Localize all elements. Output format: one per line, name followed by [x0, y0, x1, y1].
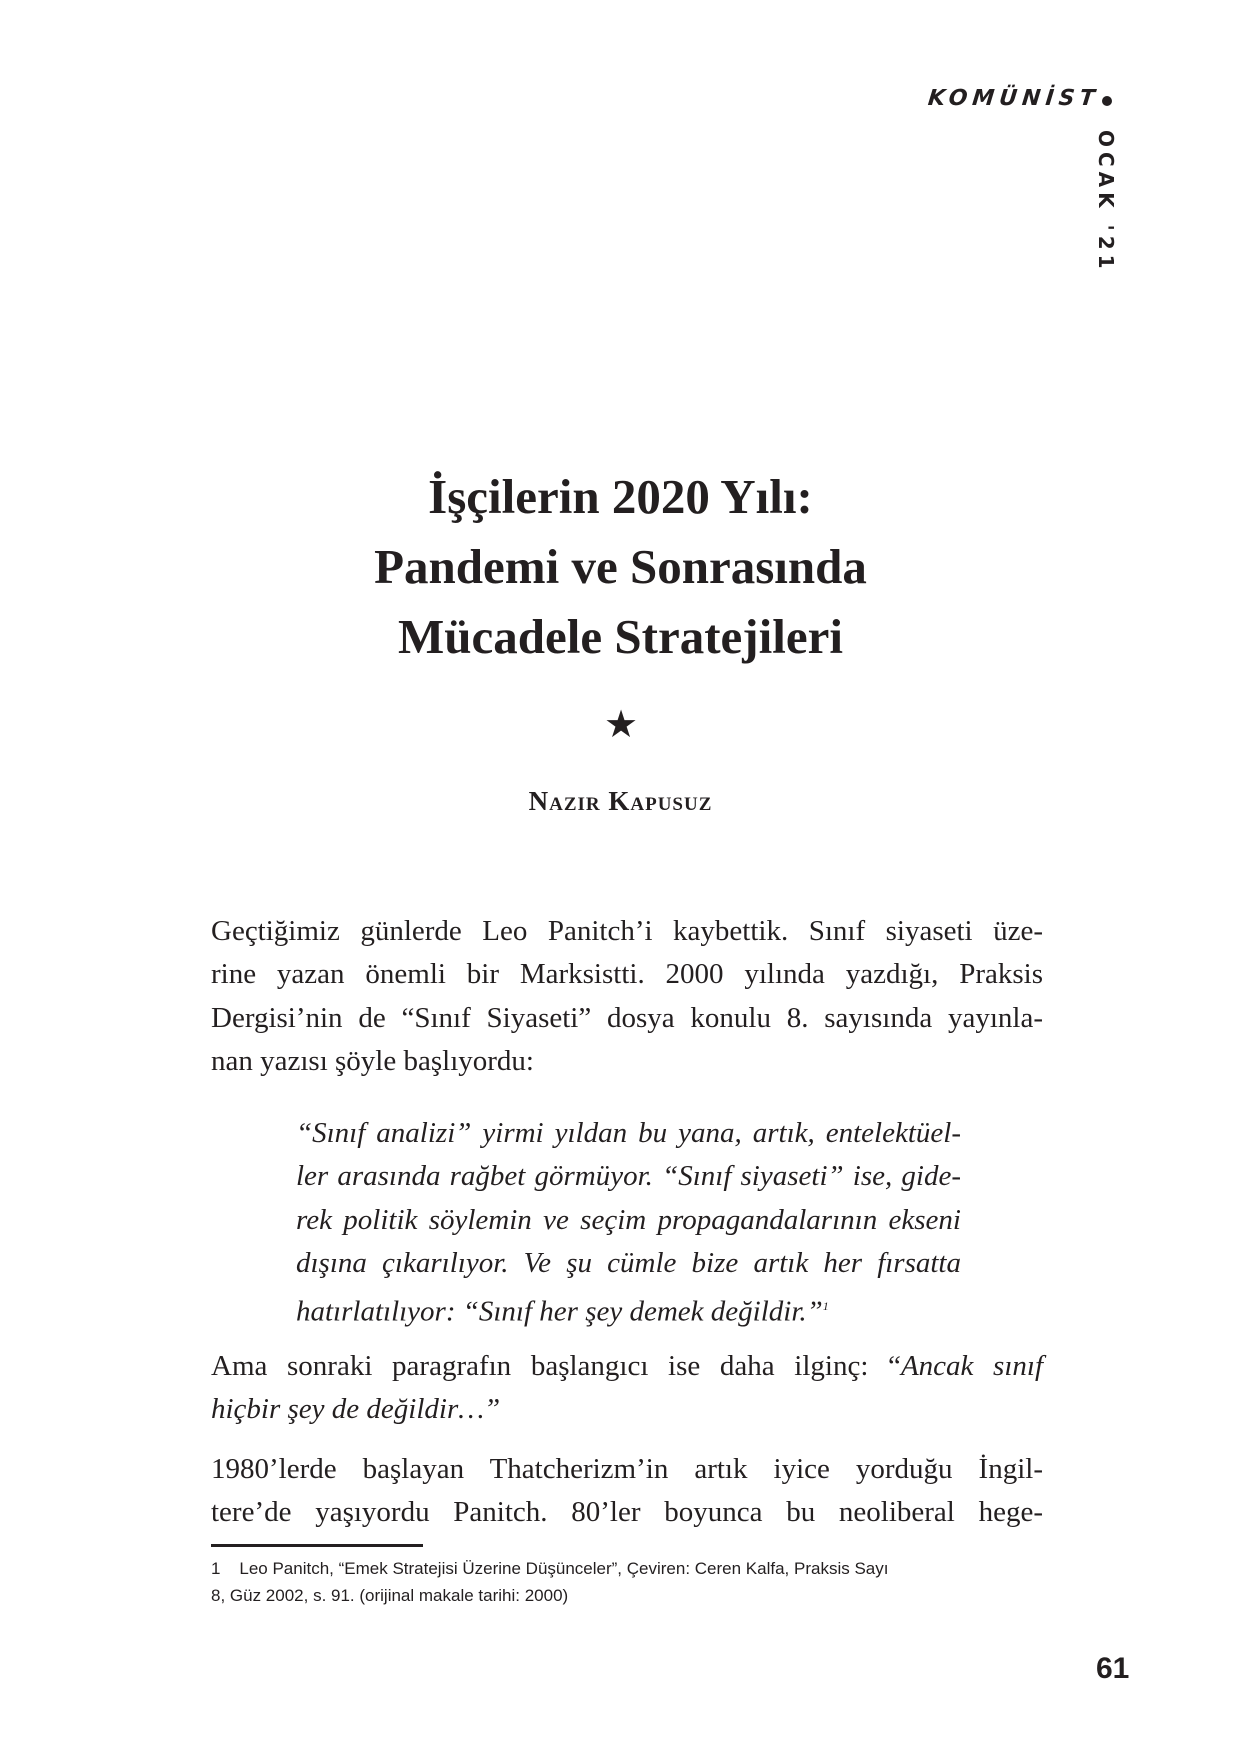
title-line: Mücadele Stratejileri — [398, 609, 843, 664]
quote-line: ler arasında rağbet görmüyor. “Sınıf siyaseti” ise, gide- — [296, 1160, 961, 1193]
quote-text: hatırlatılıyor: “Sınıf her şey demek değildir.” — [296, 1295, 823, 1328]
text-line: Geçtiğimiz günlerde Leo Panitch’i kaybettik. Sınıf siyaseti üze- — [211, 915, 1043, 947]
paragraph-2 — [211, 1345, 1043, 1432]
footnote-ref[interactable]: 1 — [822, 1299, 829, 1314]
issue-date: OCAK '21 — [1094, 130, 1118, 274]
text-line — [211, 1345, 1043, 1388]
block-quote — [296, 1112, 961, 1334]
footnote-text: Leo Panitch, “Emek Stratejisi Üzerine Düşünceler”, Çeviren: Ceren Kalfa, Praksis Sayı — [239, 1559, 889, 1578]
quote-line: “Sınıf analizi” yirmi yıldan bu yana, artık, entelektüel- — [296, 1117, 961, 1149]
text-line: 1980’lerde başlayan Thatcherizm’in artık iyice yorduğu İngil- — [211, 1453, 1043, 1485]
article-title — [0, 462, 1241, 672]
quote-line: rek politik söylemin ve seçim propagandalarının ekseni — [296, 1203, 961, 1236]
text-line: tere’de yaşıyordu Panitch. 80’ler boyunca bu neoliberal hege- — [211, 1496, 1043, 1529]
footnote-line — [211, 1555, 1043, 1582]
text-line: rine yazan önemli bir Marksistti. 2000 yılında yazdığı, Praksis — [211, 958, 1043, 991]
footnote-divider — [211, 1544, 423, 1547]
footnote — [211, 1555, 1043, 1609]
paragraph-1 — [211, 910, 1043, 1083]
footnote-number: 1 — [211, 1559, 221, 1578]
text-line: nan yazısı şöyle başlıyordu: — [211, 1044, 534, 1077]
quote-line: dışına çıkarılıyor. Ve şu cümle bize artık her fırsatta — [296, 1246, 961, 1279]
quote-line — [296, 1285, 961, 1334]
text-line: hiçbir şey de değildir…” — [211, 1393, 501, 1426]
text-line: Dergisi’nin de “Sınıf Siyaseti” dosya konulu 8. sayısında yayınla- — [211, 1001, 1043, 1034]
text-run: Ama sonraki paragrafın başlangıcı ise daha ilginç: “ — [211, 1350, 901, 1382]
title-line: Pandemi ve Sonrasında — [374, 539, 867, 594]
footnote-line: 8, Güz 2002, s. 91. (orijinal makale tarihi: 2000) — [211, 1586, 569, 1605]
separator-dot — [1102, 96, 1112, 106]
paragraph-3 — [211, 1448, 1043, 1535]
magazine-name: KOMÜNİST — [926, 86, 1101, 111]
author-name: Nazır Kapusuz — [528, 786, 713, 816]
star-icon: ★ — [604, 702, 639, 746]
italic-run: Ancak sınıf — [900, 1350, 1044, 1382]
title-line: İşçilerin 2020 Yılı: — [428, 469, 813, 524]
page-number: 61 — [1096, 1652, 1130, 1685]
